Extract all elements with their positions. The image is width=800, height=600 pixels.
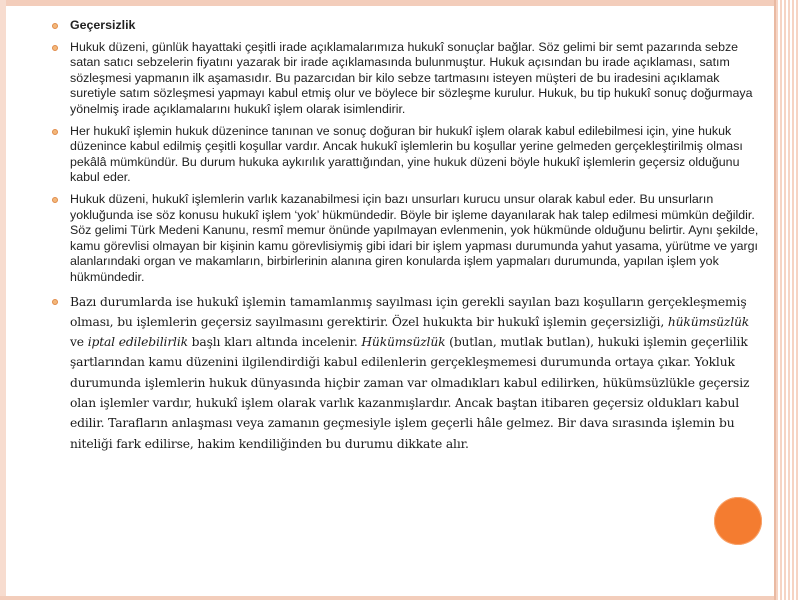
- paragraph-3-text: Hukuk düzeni, hukukî işlemlerin varlık kazanabilmesi için bazı unsurları kurucu unsur olarak kabul eder. Bu unsurların yokluğunda ise söz konusu hukukî işlem ‘yok’ hükmündedir. Böyle bir işleme dayanılarak hak talep edilmesi mümkün değildir. Söz gelimi Türk Medeni Kanunu, resmî memur önünde yapılmayan evlenmenin, yok hükmünde olduğunu belirtir. Aynı şekilde, kamu görevlisi olmayan bir kişinin kamu görevlisiymiş gibi idari bir işlem yapması durumunda yahut yasama, yürütme ve yargı alanlarındaki organ ve makamların, birbirlerinin alanına giren konularda işlem yapmaları durumunda, yapılan işlem yok hükmündedir.: [70, 191, 759, 284]
- paragraph-4-text-b: ve: [70, 335, 88, 350]
- bullet-icon: [52, 129, 58, 135]
- paragraph-4-text-d: (butlan, mutlak butlan), hukuki işlemin geçerlilik şartlarından kamu düzenini ilgilendirdiği kabul edilenlerin gerçekleşmemesi durumunda ortaya çıkar. Yokluk durumunda işlemlerin hukuk dünyasında hiçbir zaman var olmadıkları kabul edilirken, hükümsüzlükle geçersiz olan işlemler vardır, hukukî işlem olarak varlık kazanmışlardır. Ancak baştan itibaren geçersiz oldukları kabul edilir. Tarafların anlaşması veya zamanın geçmesiyle işlem geçerli hâle gelmez. Bir dava sırasında işlemin bu niteliği fark edilirse, hakim kendiliğinden bu durumu dikkate alır.: [70, 335, 750, 451]
- left-border: [0, 0, 6, 600]
- bullet-paragraph-2: [52, 124, 764, 186]
- decorative-stripes: [776, 0, 800, 600]
- term-hukumsuzluk-heading: Hükümsüzlük: [361, 335, 446, 350]
- slide-content: [52, 18, 764, 460]
- paragraph-4-text-a: Bazı durumlarda ise hukukî işlemin tamamlanmış sayılması için gerekli sayılan bazı koşulların gerçekleşmemiş olması, bu işlemlerin geçersiz sayılmasını gerektirir. Özel hukukta bir hukukî işlemin geçersizliği,: [70, 294, 747, 329]
- bullet-icon: [52, 45, 58, 51]
- term-hukumsuzluk: hükümsüzlük: [667, 314, 750, 329]
- paragraph-1-text: Hukuk düzeni, günlük hayattaki çeşitli irade açıklamalarımıza hukukî sonuçlar bağlar. Söz gelimi bir semt pazarında sebze satan satıcı sebzelerin fiyatını yazarak bir irade açıklamasında bulunmuştur. Hukuk açısından bu irade açıklaması, satım sözleşmesi yapmanın ilk aşamasıdır. Bu pazarcıdan bir kilo sebze tartmasını isteyen müşteri de bu iradesini açıklamak suretiyle satım sözleşmesi yapmayı kabul etmiş olur ve böylece bir sözleşme kurulur. Hukuk, bu tip hukukî sonuç doğurmaya yönelmiş irade açıklamalarını hukukî işlem olarak isimlendirir.: [70, 39, 753, 116]
- bullet-paragraph-3: [52, 192, 764, 286]
- paragraph-4-text-c: başlı kları altında incelenir.: [187, 335, 362, 350]
- decorative-orange-circle: [714, 497, 762, 545]
- bottom-border: [0, 596, 800, 600]
- bullet-icon: [52, 197, 58, 203]
- term-iptal-edilebilirlik: iptal edilebilirlik: [87, 335, 188, 350]
- bullet-icon: [52, 299, 58, 305]
- top-border: [0, 0, 800, 6]
- bullet-paragraph-1: [52, 40, 764, 118]
- paragraph-2-text: Her hukukî işlemin hukuk düzenince tanınan ve sonuç doğuran bir hukukî işlem olarak kabul edilebilmesi için, yine hukuk düzenince kabul edilmiş çeşitli koşullar vardır. Ancak hukukî işlemlerin bu koşullar yerine gelmeden gerçekleştirilmiş olması pekâlâ mümkündür. Bu durum hukuka aykırılık yarattığından, yine hukuk düzeni böyle hukukî işlemlerin geçersiz olduğunu kabul eder.: [70, 123, 743, 185]
- slide-title: Geçersizlik: [70, 18, 136, 32]
- bullet-paragraph-4: [52, 292, 764, 454]
- bullet-icon: [52, 23, 58, 29]
- bullet-title: [52, 18, 764, 34]
